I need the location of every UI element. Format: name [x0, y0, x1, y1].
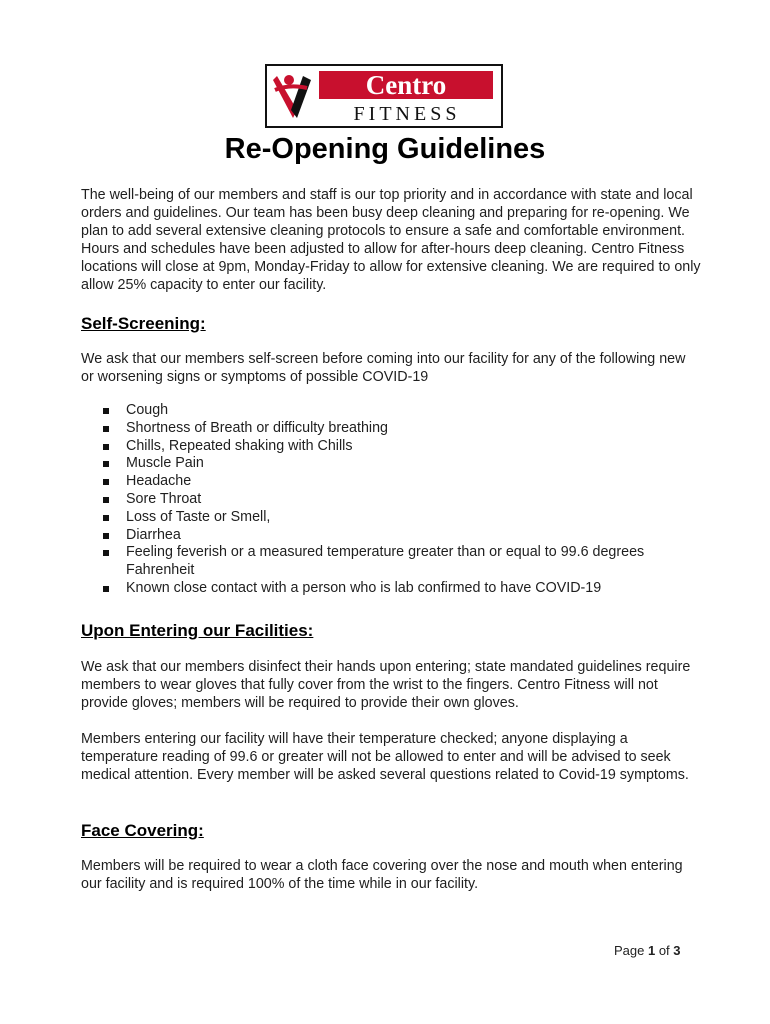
bullet-icon: [103, 533, 109, 539]
list-item: Muscle Pain: [100, 455, 700, 473]
bullet-icon: [103, 408, 109, 414]
bullet-icon: [103, 550, 109, 556]
self-screening-text: We ask that our members self-screen before coming into our facility for any of the following new or worsening signs or symptoms of possible COVID-19: [81, 351, 686, 385]
face-covering-text: Members will be required to wear a cloth face covering over the nose and mouth when entering our facility and is required 100% of the time while in our facility.: [81, 858, 683, 892]
svg-text:Centro: Centro: [365, 70, 447, 100]
intro-paragraph: The well-being of our members and staff is our top priority and in accordance with state and local orders and guidelines. Our team has been busy deep cleaning and preparing for re-opening. We plan to add several extensive cleaning protocols to ensure a safe and comfortable environment. Hours and schedules have been adjusted to allow for after-hours deep cleaning. Centro Fitness locations will close at 9pm, Monday-Friday to allow for extensive cleaning. We are required to only allow 25% capacity to enter our facility.: [81, 187, 701, 293]
bullet-icon: [103, 426, 109, 432]
bullet-icon: [103, 497, 109, 503]
bullet-icon: [103, 515, 109, 521]
list-item: Diarrhea: [100, 527, 700, 545]
symptom-list: [100, 402, 700, 598]
list-item: Loss of Taste or Smell,: [100, 509, 700, 527]
face-covering-heading: Face Covering:: [81, 821, 204, 840]
self-screening-heading: Self-Screening:: [81, 314, 206, 333]
list-item: Feeling feverish or a measured temperature greater than or equal to 99.6 degrees Fahrenheit: [100, 544, 666, 580]
centro-fitness-logo: [265, 64, 503, 128]
list-item: Known close contact with a person who is lab confirmed to have COVID-19: [100, 580, 700, 598]
list-item: Sore Throat: [100, 491, 700, 509]
bullet-icon: [103, 479, 109, 485]
svg-text:FITNESS: FITNESS: [353, 103, 461, 125]
bullet-icon: [103, 461, 109, 467]
list-item: Shortness of Breath or difficulty breathing: [100, 420, 700, 438]
page-number: Page 1 of 3: [614, 943, 681, 958]
entering-paragraph-2: Members entering our facility will have their temperature checked; anyone displaying a temperature reading of 99.6 or greater will not be allowed to enter and will be advised to seek medical attention. Every member will be asked several questions related to Covid-19 symptoms.: [81, 731, 689, 783]
list-item: Chills, Repeated shaking with Chills: [100, 438, 700, 456]
figure-icon: [267, 66, 501, 126]
list-item: Headache: [100, 473, 700, 491]
bullet-icon: [103, 444, 109, 450]
entering-heading: Upon Entering our Facilities:: [81, 621, 314, 640]
page-title: Re-Opening Guidelines: [224, 133, 546, 165]
entering-paragraph-1: We ask that our members disinfect their hands upon entering; state mandated guidelines require members to wear gloves that fully cover from the wrist to the fingers. Centro Fitness will not provide gloves; members will be required to provide their own gloves.: [81, 659, 691, 711]
list-item: Cough: [100, 402, 700, 420]
bullet-icon: [103, 586, 109, 592]
